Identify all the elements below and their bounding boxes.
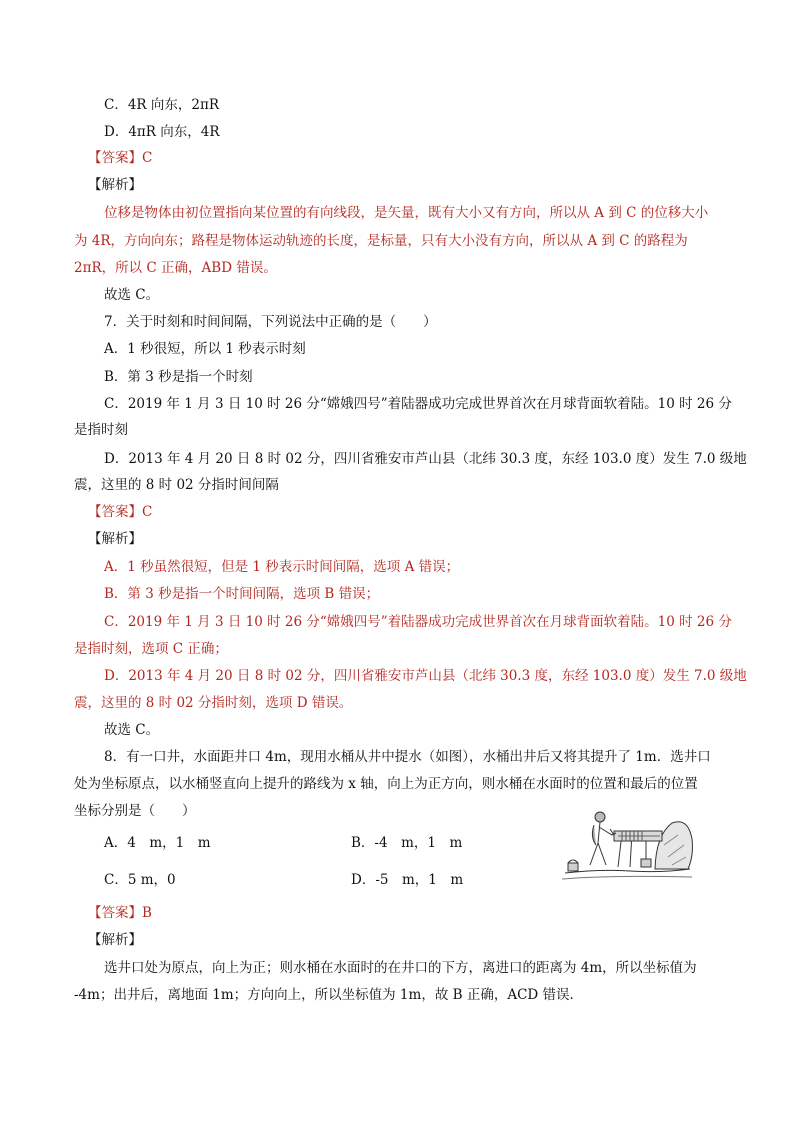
q8-option-b: B．-4 m，1 m — [351, 835, 463, 851]
q7-answer: 【答案】C — [88, 504, 153, 520]
q8-option-d: D．-5 m，1 m — [351, 872, 464, 888]
q8-analysis-line1: 选井口处为原点，向上为正；则水桶在水面时的在井口的下方，离进口的距离为 4m，所以坐标值为 — [104, 960, 697, 976]
q8-option-c: C．5 m，0 — [104, 872, 176, 888]
q6-conclusion: 故选 C。 — [104, 287, 160, 303]
q8-analysis-tag: 【解析】 — [88, 932, 142, 948]
q7-analysis-d-line2: 震，这里的 8 时 02 分指时刻，选项 D 错误。 — [74, 695, 353, 711]
well-windlass-illustration — [560, 805, 695, 885]
q6-option-c: C．4R 向东，2πR — [104, 97, 220, 113]
q7-option-a: A．1 秒很短，所以 1 秒表示时刻 — [104, 341, 306, 357]
q7-option-b: B．第 3 秒是指一个时刻 — [104, 369, 253, 385]
q6-analysis-line2: 为 4R，方向向东；路程是物体运动轨迹的长度，是标量，只有大小没有方向，所以从 A 到 C 的路程为 — [74, 233, 688, 249]
q6-option-d: D．4πR 向东，4R — [104, 124, 220, 140]
q8-stem-line3: 坐标分别是（ ） — [74, 803, 196, 819]
q8-option-a: A．4 m，1 m — [104, 835, 211, 851]
q8-stem-line1: 8．有一口井，水面距井口 4m，现用水桶从井中提水（如图），水桶出井后又将其提升了 1m．选井口 — [104, 749, 711, 765]
q7-analysis-c-line1: C．2019 年 1 月 3 日 10 时 26 分“嫦娥四号”着陆器成功完成世界首次在月球背面软着陆。10 时 26 分 — [104, 614, 732, 630]
q7-analysis-c-line2: 是指时刻，选项 C 正确； — [74, 641, 228, 657]
q7-analysis-a: A．1 秒虽然很短，但是 1 秒表示时间间隔，选项 A 错误； — [104, 559, 460, 575]
q7-stem: 7．关于时刻和时间间隔，下列说法中正确的是（ ） — [104, 314, 437, 330]
q6-analysis-line1: 位移是物体由初位置指向某位置的有向线段，是矢量，既有大小又有方向，所以从 A 到 C 的位移大小 — [104, 205, 709, 221]
q7-option-d-line1: D．2013 年 4 月 20 日 8 时 02 分，四川省雅安市芦山县（北纬 30.3 度，东经 103.0 度）发生 7.0 级地 — [104, 451, 747, 467]
q7-analysis-tag: 【解析】 — [88, 531, 142, 547]
q8-stem-line2: 处为坐标原点，以水桶竖直向上提升的路线为 x 轴，向上为正方向，则水桶在水面时的位置和最后的位置 — [74, 776, 698, 792]
q7-option-d-line2: 震，这里的 8 时 02 分指时间间隔 — [74, 477, 279, 493]
q6-analysis-line3: 2πR，所以 C 正确，ABD 错误。 — [74, 260, 277, 276]
q7-option-c-line1: C．2019 年 1 月 3 日 10 时 26 分“嫦娥四号”着陆器成功完成世界首次在月球背面软着陆。10 时 26 分 — [104, 396, 732, 412]
q8-analysis-line2: -4m；出井后，离地面 1m；方向向上，所以坐标值为 1m，故 B 正确，ACD 错误． — [74, 987, 584, 1003]
q7-analysis-b: B．第 3 秒是指一个时间间隔，选项 B 错误； — [104, 586, 380, 602]
q7-conclusion: 故选 C。 — [104, 722, 160, 738]
q6-analysis-tag: 【解析】 — [88, 177, 142, 193]
q7-option-c-line2: 是指时刻 — [74, 422, 128, 438]
q7-analysis-d-line1: D．2013 年 4 月 20 日 8 时 02 分，四川省雅安市芦山县（北纬 30.3 度，东经 103.0 度）发生 7.0 级地 — [104, 668, 747, 684]
q6-answer: 【答案】C — [88, 150, 153, 166]
q8-answer: 【答案】B — [88, 905, 152, 921]
